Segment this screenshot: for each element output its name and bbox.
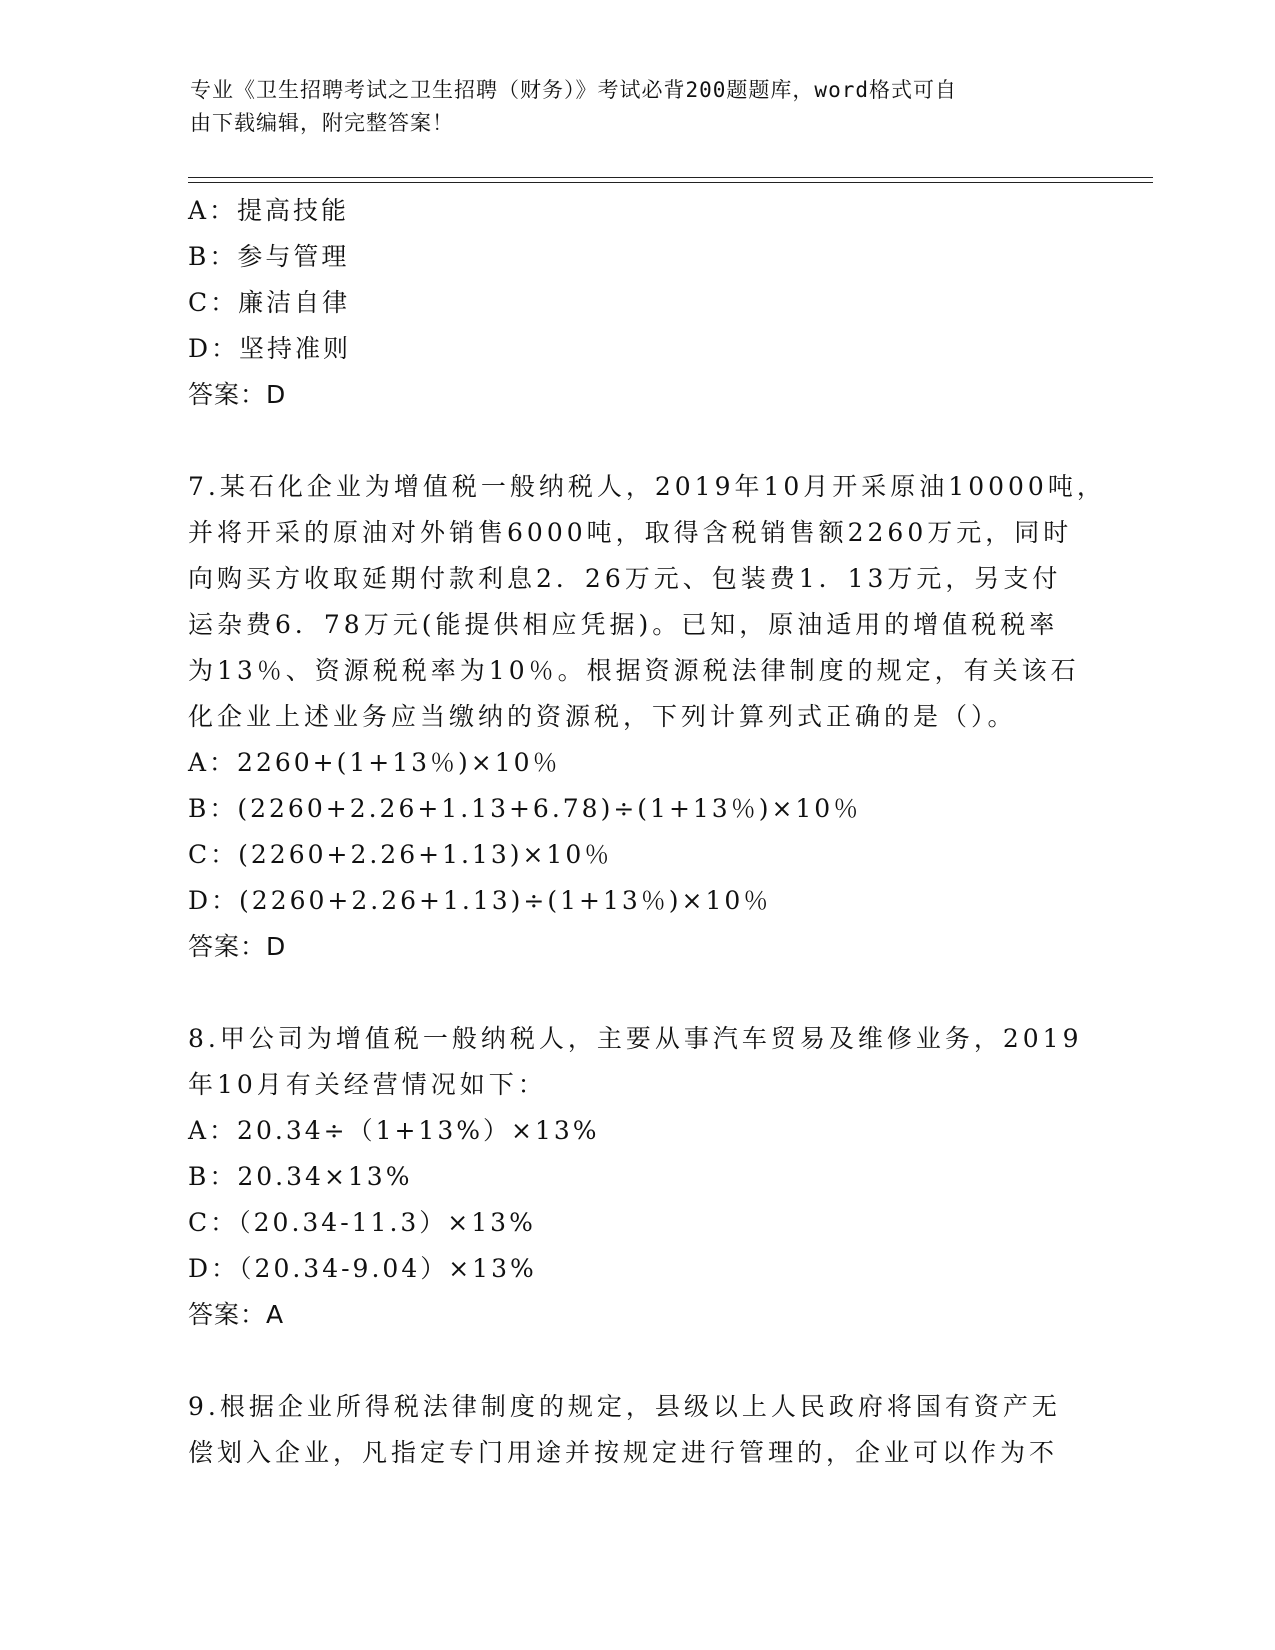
- option-d: D：(2260+2.26+1.13)÷(1+13％)×10％: [188, 886, 772, 915]
- question-text-line: 年10月有关经营情况如下：: [188, 1070, 547, 1099]
- option-c: C：(2260+2.26+1.13)×10％: [188, 840, 613, 869]
- question-block-9: [188, 1384, 1088, 1476]
- question-block-8: [188, 1016, 1088, 1338]
- option-c: C：（20.34-11.3）×13%: [188, 1208, 536, 1237]
- option-a: A：2260+(1+13％)×10％: [188, 748, 561, 777]
- option-d: D：（20.34-9.04）×13%: [188, 1254, 537, 1283]
- question-stem: [188, 1384, 1088, 1476]
- question-text-line: 9.根据企业所得税法律制度的规定，县级以上人民政府将国有资产无: [188, 1392, 1061, 1421]
- option-b: B：20.34×13%: [188, 1162, 413, 1191]
- question-text-line: 并将开采的原油对外销售6000吨，取得含税销售额2260万元，同时: [188, 518, 1073, 547]
- question-text-line: 运杂费6．78万元(能提供相应凭据)。已知，原油适用的增值税税率: [188, 610, 1059, 639]
- question-text-line: 为13％、资源税税率为10％。根据资源税法律制度的规定，有关该石: [188, 656, 1080, 685]
- option-a: A：20.34÷（1+13%）×13%: [188, 1116, 600, 1145]
- option-d: D：坚持准则: [188, 334, 352, 363]
- question-stem: [188, 464, 1106, 740]
- header-line-1: 专业《卫生招聘考试之卫生招聘（财务）》考试必背200题题库，word格式可自: [190, 78, 957, 102]
- answer-label: 答案：A: [188, 1300, 285, 1329]
- question-text-line: 8.甲公司为增值税一般纳税人，主要从事汽车贸易及维修业务，2019: [188, 1024, 1083, 1053]
- question-block-7: [188, 464, 1106, 970]
- answer-label: 答案：D: [188, 380, 287, 409]
- question-text-line: 化企业上述业务应当缴纳的资源税，下列计算列式正确的是（）。: [188, 702, 1017, 731]
- question-stem: [188, 1016, 1088, 1108]
- header-line-2: 由下载编辑，附完整答案！: [190, 111, 454, 135]
- header-divider-bottom: [188, 182, 1153, 183]
- answer-label: 答案：D: [188, 932, 287, 961]
- question-text-line: 偿划入企业，凡指定专门用途并按规定进行管理的，企业可以作为不: [188, 1438, 1059, 1467]
- header-divider-top: [188, 177, 1153, 178]
- question-block-6: [188, 188, 1088, 418]
- document-header: [190, 74, 1080, 140]
- option-b: B：(2260+2.26+1.13+6.78)÷(1+13％)×10％: [188, 794, 862, 823]
- question-text-line: 7.某石化企业为增值税一般纳税人，2019年10月开采原油10000吨，: [188, 472, 1106, 501]
- question-text-line: 向购买方收取延期付款利息2．26万元、包装费1．13万元，另支付: [188, 564, 1062, 593]
- option-b: B：参与管理: [188, 242, 350, 271]
- option-c: C：廉洁自律: [188, 288, 351, 317]
- question-list: [188, 188, 1106, 1476]
- option-a: A：提高技能: [188, 196, 350, 225]
